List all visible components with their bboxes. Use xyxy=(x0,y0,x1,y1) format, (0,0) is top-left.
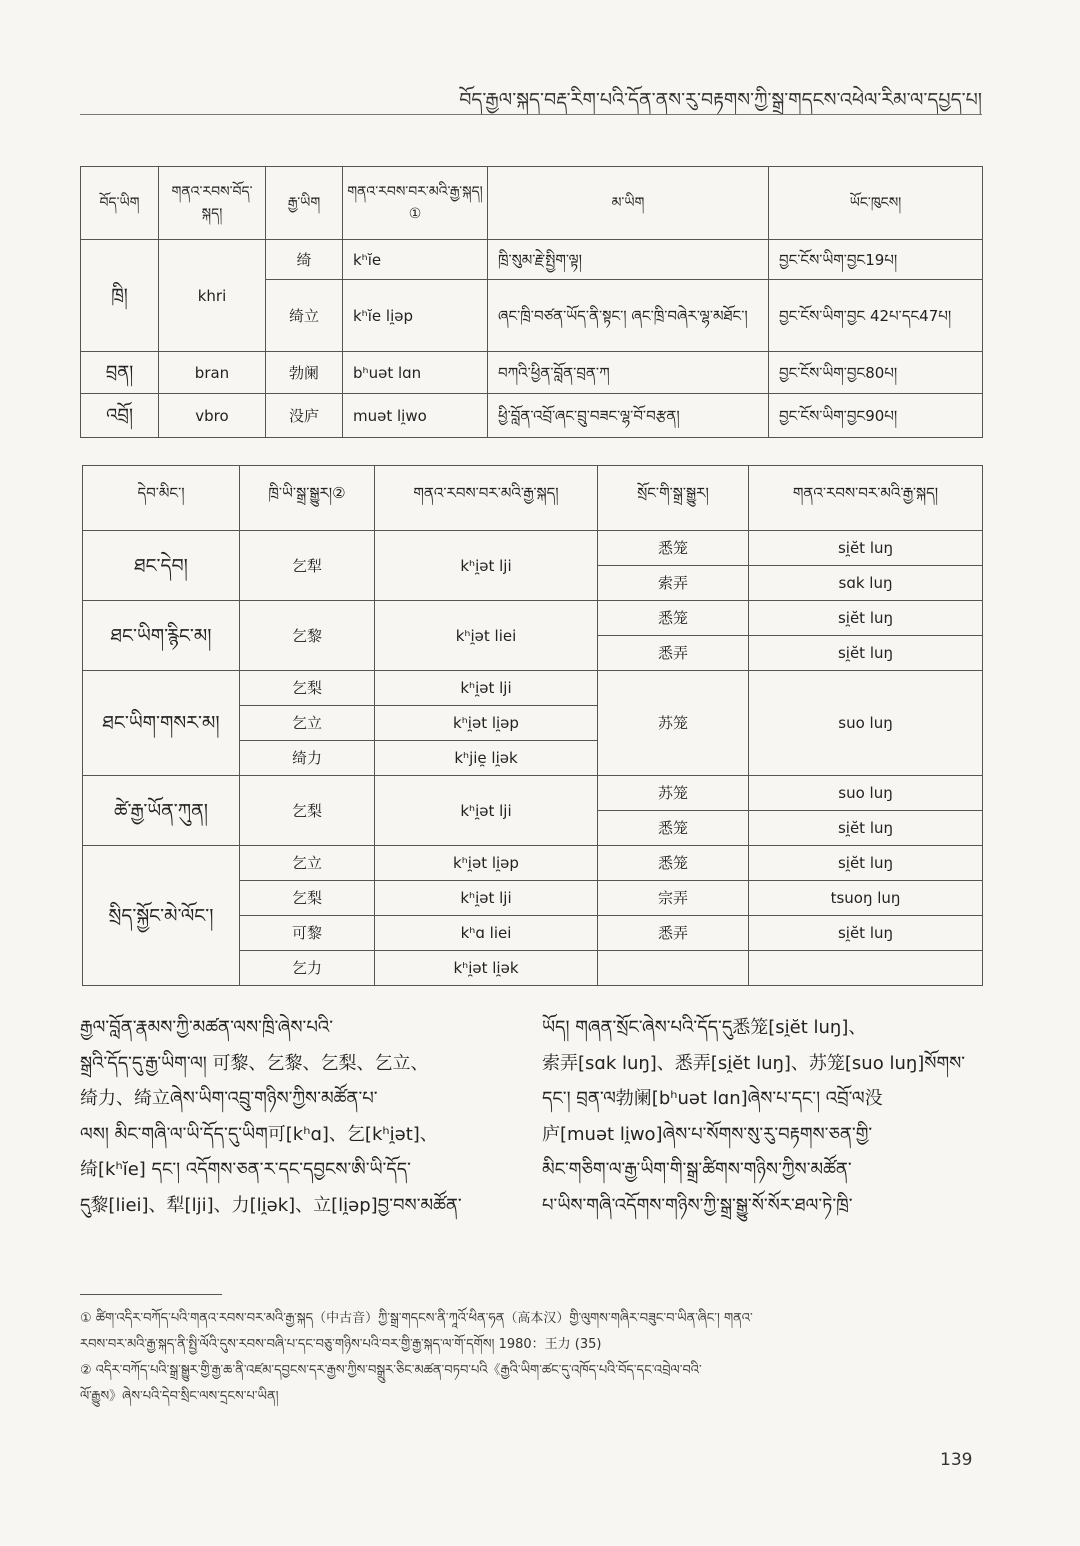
middle-chinese-cell: muət li̯wo xyxy=(343,394,488,438)
table-row xyxy=(81,240,983,280)
translit-cell: bran xyxy=(159,352,266,394)
text-line: དང་། བྲན་ལ勃阑[bʰuət lɑn]ཞེས་པ་དང་། འབྲོ་ལ没 xyxy=(542,1088,883,1109)
srong-middle-chinese-cell: sɑk luŋ xyxy=(749,566,983,601)
table-row xyxy=(83,531,983,566)
khri-chinese-cell: 乞梨 xyxy=(240,776,375,846)
khri-chinese-cell: 可黎 xyxy=(240,916,375,951)
text-line: པ་ཡིས་གཞི་འདོགས་གཉིས་ཀྱི་སྒྲ་སྒྱུ་སོ་སོར་ཐལ་ཏེ་ཁྲི་ xyxy=(542,1194,853,1216)
middle-chinese-cell: kʰĭe xyxy=(343,240,488,280)
source-cell: ཁྲི་སུམ་རྗེ་སྤྱིག་ལྟ། xyxy=(488,240,769,280)
book-cell: ཐང་ཡིག་རྙིང་མ། xyxy=(83,601,240,671)
translit-cell: vbro xyxy=(159,394,266,438)
tibetan-cell: ཁྲི། xyxy=(81,240,159,352)
chinese-cell: 绮 xyxy=(266,240,343,280)
srong-chinese-cell: 悉弄 xyxy=(598,636,749,671)
footnote-line: ① ཚིག་འདིར་བཀོད་པའི་གནའ་རབས་བར་མའི་རྒྱ་སྐད（中古音）ཀྱི་སྒྲ་གདངས་ནི་ཀཱའོ་ཕིན་ཧན（高本汉）གྱི་ལུགས་གཞིར་བཟུང་བ་ཡིན་ཞིང་། གནའ་ xyxy=(80,1311,753,1326)
book-cell: ཚེ་རྒྱ་ཡོན་ཀུན། xyxy=(83,776,240,846)
chinese-cell: 没庐 xyxy=(266,394,343,438)
reference-cell: བྱང་ངོས་ཡིག་བྱང19པ། xyxy=(769,240,983,280)
transliteration-table xyxy=(80,166,983,438)
source-cell: བཀའི་ཕྱིན་བློན་བྲན་ཀ xyxy=(488,352,769,394)
srong-chinese-cell: 悉笼 xyxy=(598,846,749,881)
table-row xyxy=(81,394,983,438)
middle-chinese-cell: kʰĭe li̯əp xyxy=(343,280,488,352)
header-khri-middle-chinese: གནའ་རབས་བར་མའི་རྒྱ་སྐད། xyxy=(375,466,598,531)
middle-chinese-cell: bʰuət lɑn xyxy=(343,352,488,394)
header-srong-middle-chinese: གནའ་རབས་བར་མའི་རྒྱ་སྐད། xyxy=(749,466,983,531)
book-cell: སྲིད་སྐྱོང་མེ་ལོང་། xyxy=(83,846,240,986)
table-row xyxy=(83,846,983,881)
header-tibetan: བོད་ཡིག xyxy=(81,167,159,240)
srong-middle-chinese-cell: si̯ĕt luŋ xyxy=(749,636,983,671)
khri-chinese-cell: 乞力 xyxy=(240,951,375,986)
srong-chinese-cell xyxy=(598,951,749,986)
footnote-line: ② འདིར་བཀོད་པའི་སྒྲ་སྒྱུར་གྱི་རྒྱ་ཆ་ནི་འཛམ་དབྱངས་དར་རྒྱས་ཀྱིས་བསྒྲུར་ཅིང་མཚན་བཏབ་པའི《རྒྱའི་ཡིག་ཚང་དུ་འཁོད་པའི་བོད་དང་འབྲེལ་བའི་ xyxy=(80,1363,702,1378)
srong-middle-chinese-cell: si̯ĕt luŋ xyxy=(749,846,983,881)
body-text-left xyxy=(80,1010,520,1223)
khri-middle-chinese-cell: kʰi̯ət lji xyxy=(375,776,598,846)
khri-middle-chinese-cell: kʰi̯ət li̯əp xyxy=(375,846,598,881)
text-line: 绮力、绮立ཞེས་ཡིག་འབྲུ་གཉིས་ཀྱིས་མཚོན་པ་ xyxy=(80,1088,378,1109)
khri-middle-chinese-cell: kʰi̯ət li̯ək xyxy=(375,951,598,986)
header-old-tibetan: གནའ་རབས་བོད་སྐད། xyxy=(159,167,266,240)
running-header: བོད་རྒྱལ་སྐད་བརྡ་རིག་པའི་དོན་ནས་རུ་བརྟགས་ཀྱི་སྒྲ་གདངས་འཕེལ་རིམ་ལ་དཔྱད་པ། xyxy=(459,89,982,111)
reference-cell: བྱང་ངོས་ཡིག་བྱང 42པ་དང47པ། xyxy=(769,280,983,352)
srong-chinese-cell: 悉弄 xyxy=(598,916,749,951)
khri-middle-chinese-cell: kʰi̯ət li̯əp xyxy=(375,706,598,741)
srong-middle-chinese-cell xyxy=(749,951,983,986)
khri-chinese-cell: 乞梨 xyxy=(240,881,375,916)
srong-middle-chinese-cell: tsuoŋ luŋ xyxy=(749,881,983,916)
translit-cell: khri xyxy=(159,240,266,352)
khri-chinese-cell: 乞梨 xyxy=(240,671,375,706)
text-line: སྒྲའི་དོད་དུ་རྒྱ་ཡིག་ལ། 可黎、乞黎、乞梨、乞立、 xyxy=(80,1052,429,1074)
srong-chinese-cell: 悉笼 xyxy=(598,531,749,566)
reference-cell: བྱང་ངོས་ཡིག་བྱང90པ། xyxy=(769,394,983,438)
header-chinese: རྒྱ་ཡིག xyxy=(266,167,343,240)
text-line: རྒྱལ་བློན་རྣམས་ཀྱི་མཚན་ལས་ཁྲི་ཞེས་པའི་ xyxy=(80,1017,333,1038)
khri-chinese-cell: 绮力 xyxy=(240,741,375,776)
srong-chinese-cell: 索弄 xyxy=(598,566,749,601)
khri-middle-chinese-cell: kʰi̯ət lji xyxy=(375,881,598,916)
header-rule xyxy=(80,114,982,115)
text-line: ཡོད། གཞན་སྲོང་ཞེས་པའི་དོད་དུ悉笼[si̯ĕt luŋ]、 xyxy=(542,1017,867,1038)
khri-middle-chinese-cell: kʰi̯ət lji xyxy=(375,531,598,601)
srong-middle-chinese-cell: suo luŋ xyxy=(749,671,983,776)
table-header-row xyxy=(83,466,983,531)
srong-chinese-cell: 悉笼 xyxy=(598,811,749,846)
body-text-right xyxy=(542,1010,982,1223)
srong-chinese-cell: 宗弄 xyxy=(598,881,749,916)
khri-middle-chinese-cell: kʰi̯ət lji xyxy=(375,671,598,706)
chinese-cell: 绮立 xyxy=(266,280,343,352)
footnotes xyxy=(80,1306,982,1410)
table-row xyxy=(83,776,983,811)
header-source-text: མ་ཡིག xyxy=(488,167,769,240)
khri-chinese-cell: 乞立 xyxy=(240,706,375,741)
text-line: མིང་གཅིག་ལ་རྒྱ་ཡིག་གི་སྒྲ་ཚིགས་གཉིས་ཀྱིས་མཚོན་ xyxy=(542,1159,852,1180)
srong-chinese-cell: 苏笼 xyxy=(598,671,749,776)
book-cell: ཐང་ཡིག་གསར་མ། xyxy=(83,671,240,776)
header-reference: ཡོང་ཁུངས། xyxy=(769,167,983,240)
header-book: དེབ་མིང་། xyxy=(83,466,240,531)
srong-chinese-cell: 苏笼 xyxy=(598,776,749,811)
text-line: 索弄[sɑk luŋ]、悉弄[si̯ĕt luŋ]、苏笼[suo luŋ]སོགས་ xyxy=(542,1052,966,1074)
table-row xyxy=(83,671,983,706)
transcription-comparison-table xyxy=(82,465,983,986)
text-line: ལས། མིང་གཞི་ལ་ཡི་དོད་དུ་ཡིག可[kʰɑ]、乞[kʰi̯ət]、 xyxy=(80,1123,438,1145)
table-row xyxy=(83,601,983,636)
reference-cell: བྱང་ངོས་ཡིག་བྱང80པ། xyxy=(769,352,983,394)
header-middle-chinese: གནའ་རབས་བར་མའི་རྒྱ་སྐད།① xyxy=(343,167,488,240)
table-row xyxy=(81,352,983,394)
srong-middle-chinese-cell: si̯ĕt luŋ xyxy=(749,531,983,566)
header-khri-transcription: ཁྲི་ཡི་སྒྲ་སྒྱུར།② xyxy=(240,466,375,531)
khri-chinese-cell: 乞黎 xyxy=(240,601,375,671)
khri-middle-chinese-cell: kʰɑ liei xyxy=(375,916,598,951)
khri-chinese-cell: 乞立 xyxy=(240,846,375,881)
header-srong-transcription: སྲོང་གི་སྒྲ་སྒྱུར། xyxy=(598,466,749,531)
table-header-row xyxy=(81,167,983,240)
srong-middle-chinese-cell: suo luŋ xyxy=(749,776,983,811)
footnote-rule xyxy=(80,1294,222,1295)
footnote-line: ལོ་རྒྱུས》ཞེས་པའི་དེབ་སྲིང་ལས་དྲངས་པ་ཡིན། xyxy=(80,1389,279,1404)
book-cell: ཐང་དེབ། xyxy=(83,531,240,601)
srong-middle-chinese-cell: si̯ĕt luŋ xyxy=(749,916,983,951)
chinese-cell: 勃阑 xyxy=(266,352,343,394)
text-line: དུ黎[liei]、犁[lji]、力[li̯ək]、立[li̯əp]བྱ་བས་མཚོན་ xyxy=(80,1194,462,1216)
page-number: 139 xyxy=(940,1450,973,1470)
tibetan-cell: བྲན། xyxy=(81,352,159,394)
khri-middle-chinese-cell: kʰi̯ət liei xyxy=(375,601,598,671)
khri-middle-chinese-cell: kʰjie̯ li̯ək xyxy=(375,741,598,776)
srong-middle-chinese-cell: si̯ĕt luŋ xyxy=(749,811,983,846)
source-cell: ཞང་ཁྲི་བཙན་ཡོད་ནི་སྟང་། ཞང་ཁྲི་བཞེར་ལྷ་མཐོང་། xyxy=(488,280,769,352)
srong-chinese-cell: 悉笼 xyxy=(598,601,749,636)
text-line: 绮[kʰĭe] དང་། འདོགས་ཅན་ར་དང་དབྱངས་ཨི་ཡི་དོད་ xyxy=(80,1159,411,1180)
text-line: 庐[muət li̯wo]ཞེས་པ་སོགས་སུ་རུ་བརྟགས་ཅན་གྱི་ xyxy=(542,1123,873,1145)
srong-middle-chinese-cell: si̯ĕt luŋ xyxy=(749,601,983,636)
khri-chinese-cell: 乞犁 xyxy=(240,531,375,601)
tibetan-cell: འབྲོ། xyxy=(81,394,159,438)
source-cell: ཕྱི་བློན་འབྲོ་ཞང་བྲུ་བཟང་ལྷ་བོ་བརྩན། xyxy=(488,394,769,438)
footnote-line: རབས་བར་མའི་རྒྱ་སྐད་ནི་སྤྱི་ལོའི་དུས་རབས་བཞི་པ་དང་བཅུ་གཉིས་པའི་བར་གྱི་རྒྱ་སྐད་ལ་གོ་དགོས། 1980：王力 (35) xyxy=(80,1337,602,1352)
